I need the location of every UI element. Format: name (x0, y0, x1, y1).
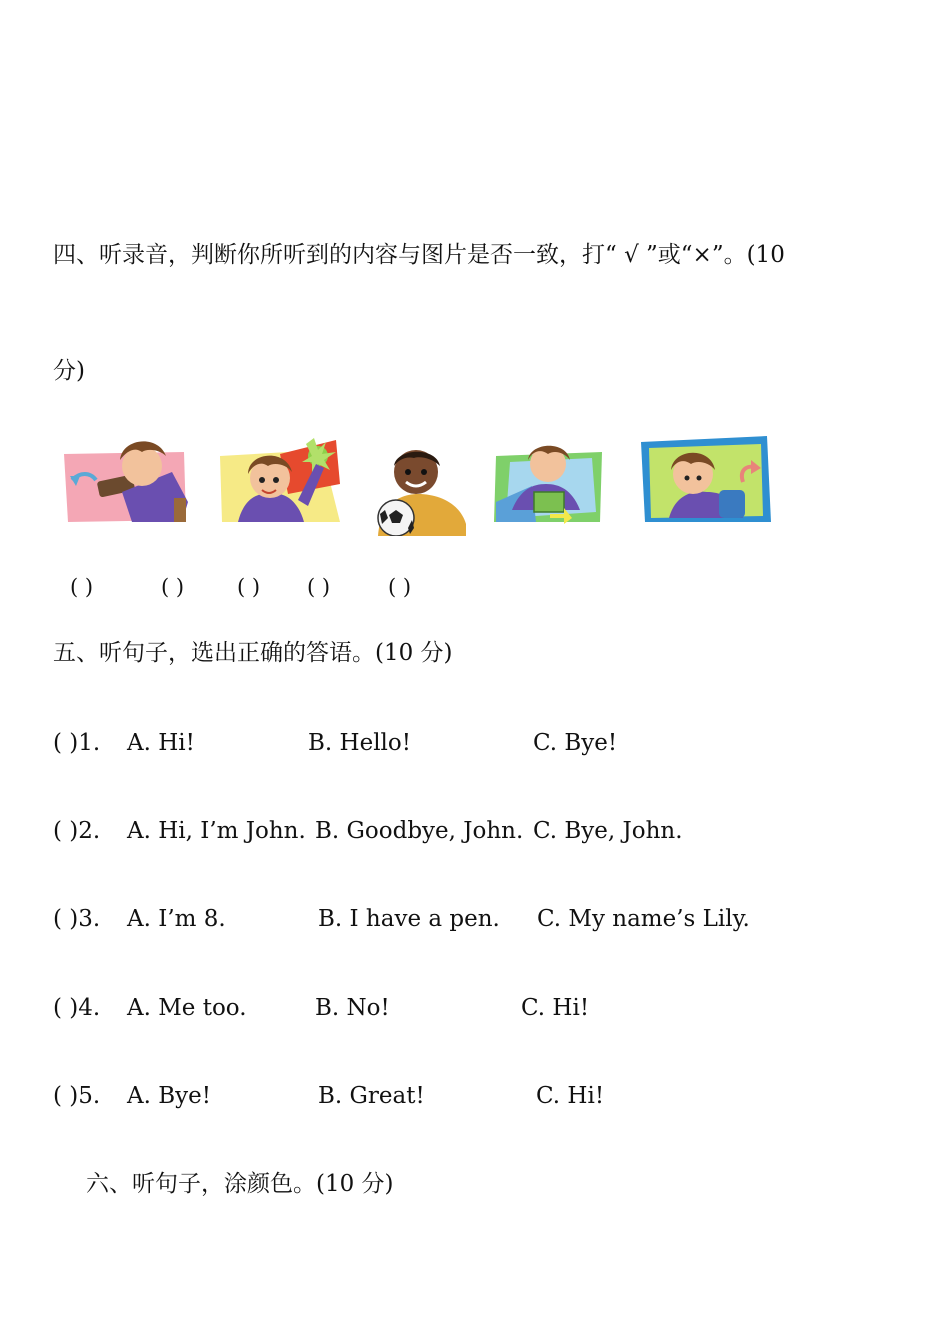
answer-bracket[interactable]: ( ) (161, 575, 185, 599)
question-5-option-c: C. Hi! (536, 1083, 605, 1109)
question-3-option-b: B. I have a pen. (318, 906, 500, 932)
section4-heading-line1: 四、听录音，判断你所听到的内容与图片是否一致，打“ √ ”或“×”。(10 (53, 242, 785, 268)
question-1-option-c: C. Bye! (533, 730, 618, 756)
question-2-option-a: A. Hi, I’m John. (127, 818, 306, 844)
section5-heading: 五、听句子，选出正确的答语。(10 分) (53, 640, 453, 666)
question-4-prefix[interactable]: ( )4. (53, 995, 101, 1021)
question-3-option-a: A. I’m 8. (127, 906, 226, 932)
boy-with-school-bag-picture (639, 434, 775, 524)
boy-with-book-picture (492, 438, 606, 524)
question-2-option-c: C. Bye, John. (533, 818, 683, 844)
answer-bracket[interactable]: ( ) (388, 575, 412, 599)
question-3-option-c: C. My name’s Lily. (537, 906, 750, 932)
question-5-prefix[interactable]: ( )5. (53, 1083, 101, 1109)
answer-bracket[interactable]: ( ) (307, 575, 331, 599)
question-1-option-a: A. Hi! (127, 730, 195, 756)
boy-with-football-picture (370, 444, 468, 536)
question-2-option-b: B. Goodbye, John. (315, 818, 524, 844)
question-5-option-b: B. Great! (318, 1083, 425, 1109)
answer-bracket[interactable]: ( ) (237, 575, 261, 599)
section4-heading-line2: 分) (53, 358, 85, 384)
question-3-prefix[interactable]: ( )3. (53, 906, 101, 932)
question-5-option-a: A. Bye! (127, 1083, 211, 1109)
boy-with-pencil-case-picture (62, 432, 190, 524)
answer-bracket[interactable]: ( ) (70, 575, 94, 599)
question-1-prefix[interactable]: ( )1. (53, 730, 101, 756)
question-4-option-a: A. Me too. (127, 995, 247, 1021)
boy-pointing-at-ruler-picture (218, 434, 342, 524)
question-2-prefix[interactable]: ( )2. (53, 818, 101, 844)
question-1-option-b: B. Hello! (308, 730, 411, 756)
question-4-option-c: C. Hi! (521, 995, 590, 1021)
question-4-option-b: B. No! (315, 995, 390, 1021)
section6-heading: 六、听句子，涂颜色。(10 分) (86, 1171, 394, 1197)
